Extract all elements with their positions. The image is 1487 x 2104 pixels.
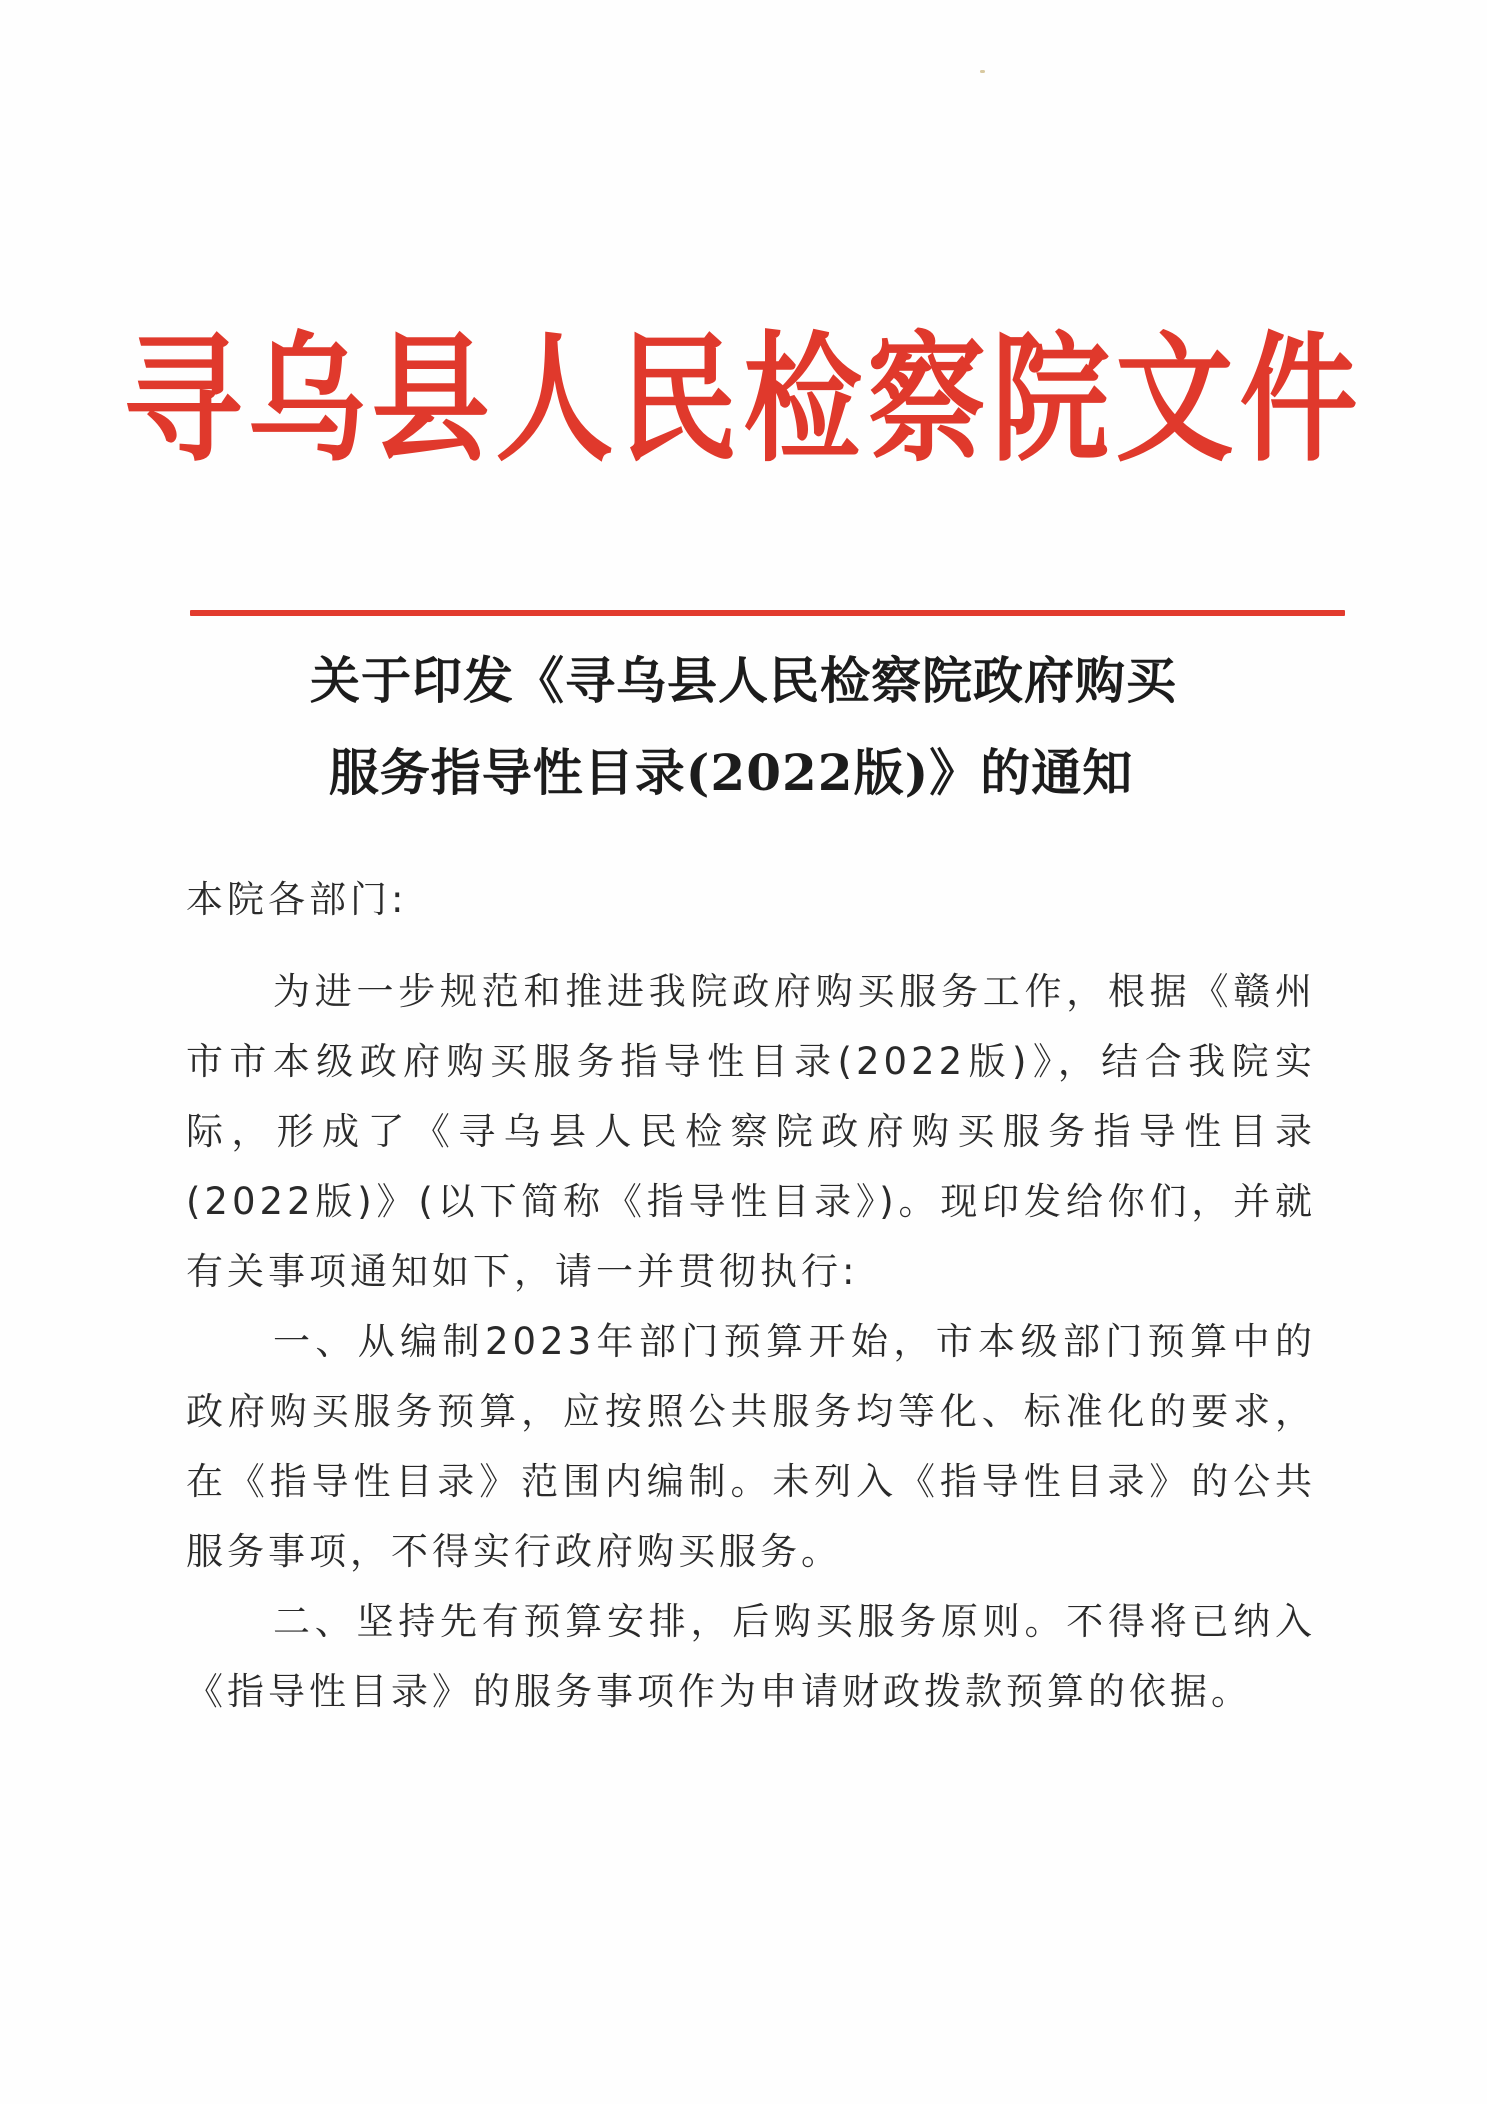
document-title (0, 635, 1487, 819)
paragraph-item-2: 二、坚持先有预算安排，后购买服务原则。不得将已纳入《指导性目录》的服务事项作为申请财政拨款预算的依据。 (186, 1600, 1316, 1713)
scan-speck (980, 70, 985, 73)
paragraph-intro: 为进一步规范和推进我院政府购买服务工作，根据《赣州市市本级政府购买服务指导性目录(2022版)》，结合我院实际，形成了《寻乌县人民检察院政府购买服务指导性目录(2022版)》(以下简称《指导性目录》)。现印发给你们，并就有关事项通知如下，请一并贯彻执行: (186, 970, 1316, 1293)
red-divider-line (190, 610, 1345, 616)
paragraph-item-1: 一、从编制2023年部门预算开始，市本级部门预算中的政府购买服务预算，应按照公共服务均等化、标准化的要求，在《指导性目录》范围内编制。未列入《指导性目录》的公共服务事项，不得实行政府购买服务。 (186, 1320, 1316, 1573)
org-header-title: 寻乌县人民检察院文件 (123, 317, 1364, 481)
document-title-line-1: 关于印发《寻乌县人民检察院政府购买 (310, 651, 1177, 710)
document-title-line-2: 服务指导性目录(2022版)》的通知 (328, 743, 1134, 802)
salutation: 本院各部门: (186, 878, 408, 921)
